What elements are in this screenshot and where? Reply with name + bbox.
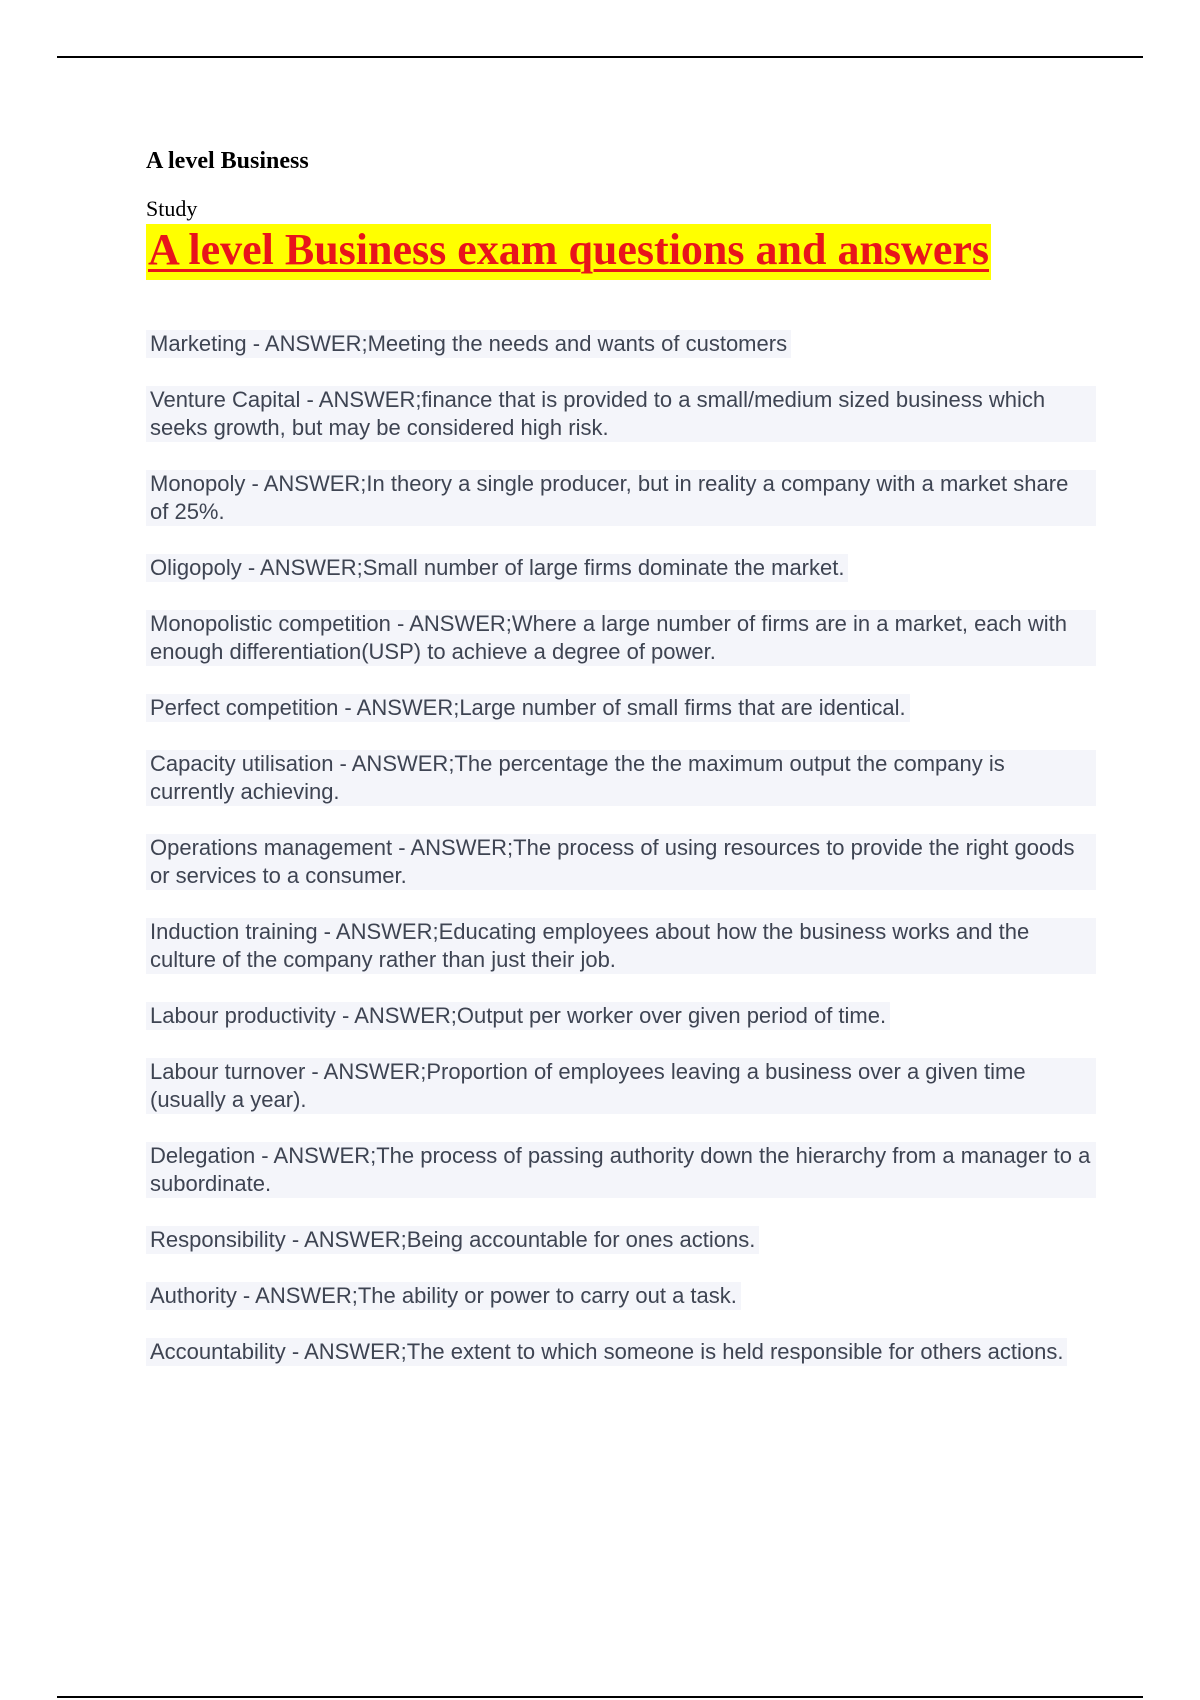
qa-item: Oligopoly - ANSWER;Small number of large firms dominate the market.: [146, 554, 848, 582]
document-subtitle: Study: [146, 196, 198, 221]
qa-item: Venture Capital - ANSWER;finance that is provided to a small/medium sized business which seeks growth, but may be considered high risk.: [146, 386, 1096, 442]
qa-item: Perfect competition - ANSWER;Large number of small firms that are identical.: [146, 694, 910, 722]
qa-item: Responsibility - ANSWER;Being accountable for ones actions.: [146, 1226, 759, 1254]
qa-item: Marketing - ANSWER;Meeting the needs and wants of customers: [146, 330, 791, 358]
document-headline: A level Business exam questions and answers: [148, 225, 990, 274]
document-content: [146, 142, 1096, 1394]
qa-item: Induction training - ANSWER;Educating employees about how the business works and the culture of the company rather than just their job.: [146, 918, 1096, 974]
qa-item: Labour turnover - ANSWER;Proportion of employees leaving a business over a given time (usually a year).: [146, 1058, 1096, 1114]
qa-item: Operations management - ANSWER;The process of using resources to provide the right goods or services to a consumer.: [146, 834, 1096, 890]
qa-list: [146, 330, 1096, 1366]
qa-item: Delegation - ANSWER;The process of passing authority down the hierarchy from a manager to a subordinate.: [146, 1142, 1096, 1198]
qa-item: Monopoly - ANSWER;In theory a single producer, but in reality a company with a market share of 25%.: [146, 470, 1096, 526]
top-rule: [57, 56, 1143, 58]
document-title: A level Business: [146, 148, 309, 174]
qa-item: Monopolistic competition - ANSWER;Where a large number of firms are in a market, each with enough differentiation(USP) to achieve a degree of power.: [146, 610, 1096, 666]
headline-highlight: [146, 224, 991, 280]
qa-item: Capacity utilisation - ANSWER;The percentage the the maximum output the company is currently achieving.: [146, 750, 1096, 806]
bottom-rule: [57, 1696, 1143, 1698]
qa-item: Accountability - ANSWER;The extent to which someone is held responsible for others actions.: [146, 1338, 1067, 1366]
qa-item: Authority - ANSWER;The ability or power to carry out a task.: [146, 1282, 741, 1310]
qa-item: Labour productivity - ANSWER;Output per worker over given period of time.: [146, 1002, 890, 1030]
